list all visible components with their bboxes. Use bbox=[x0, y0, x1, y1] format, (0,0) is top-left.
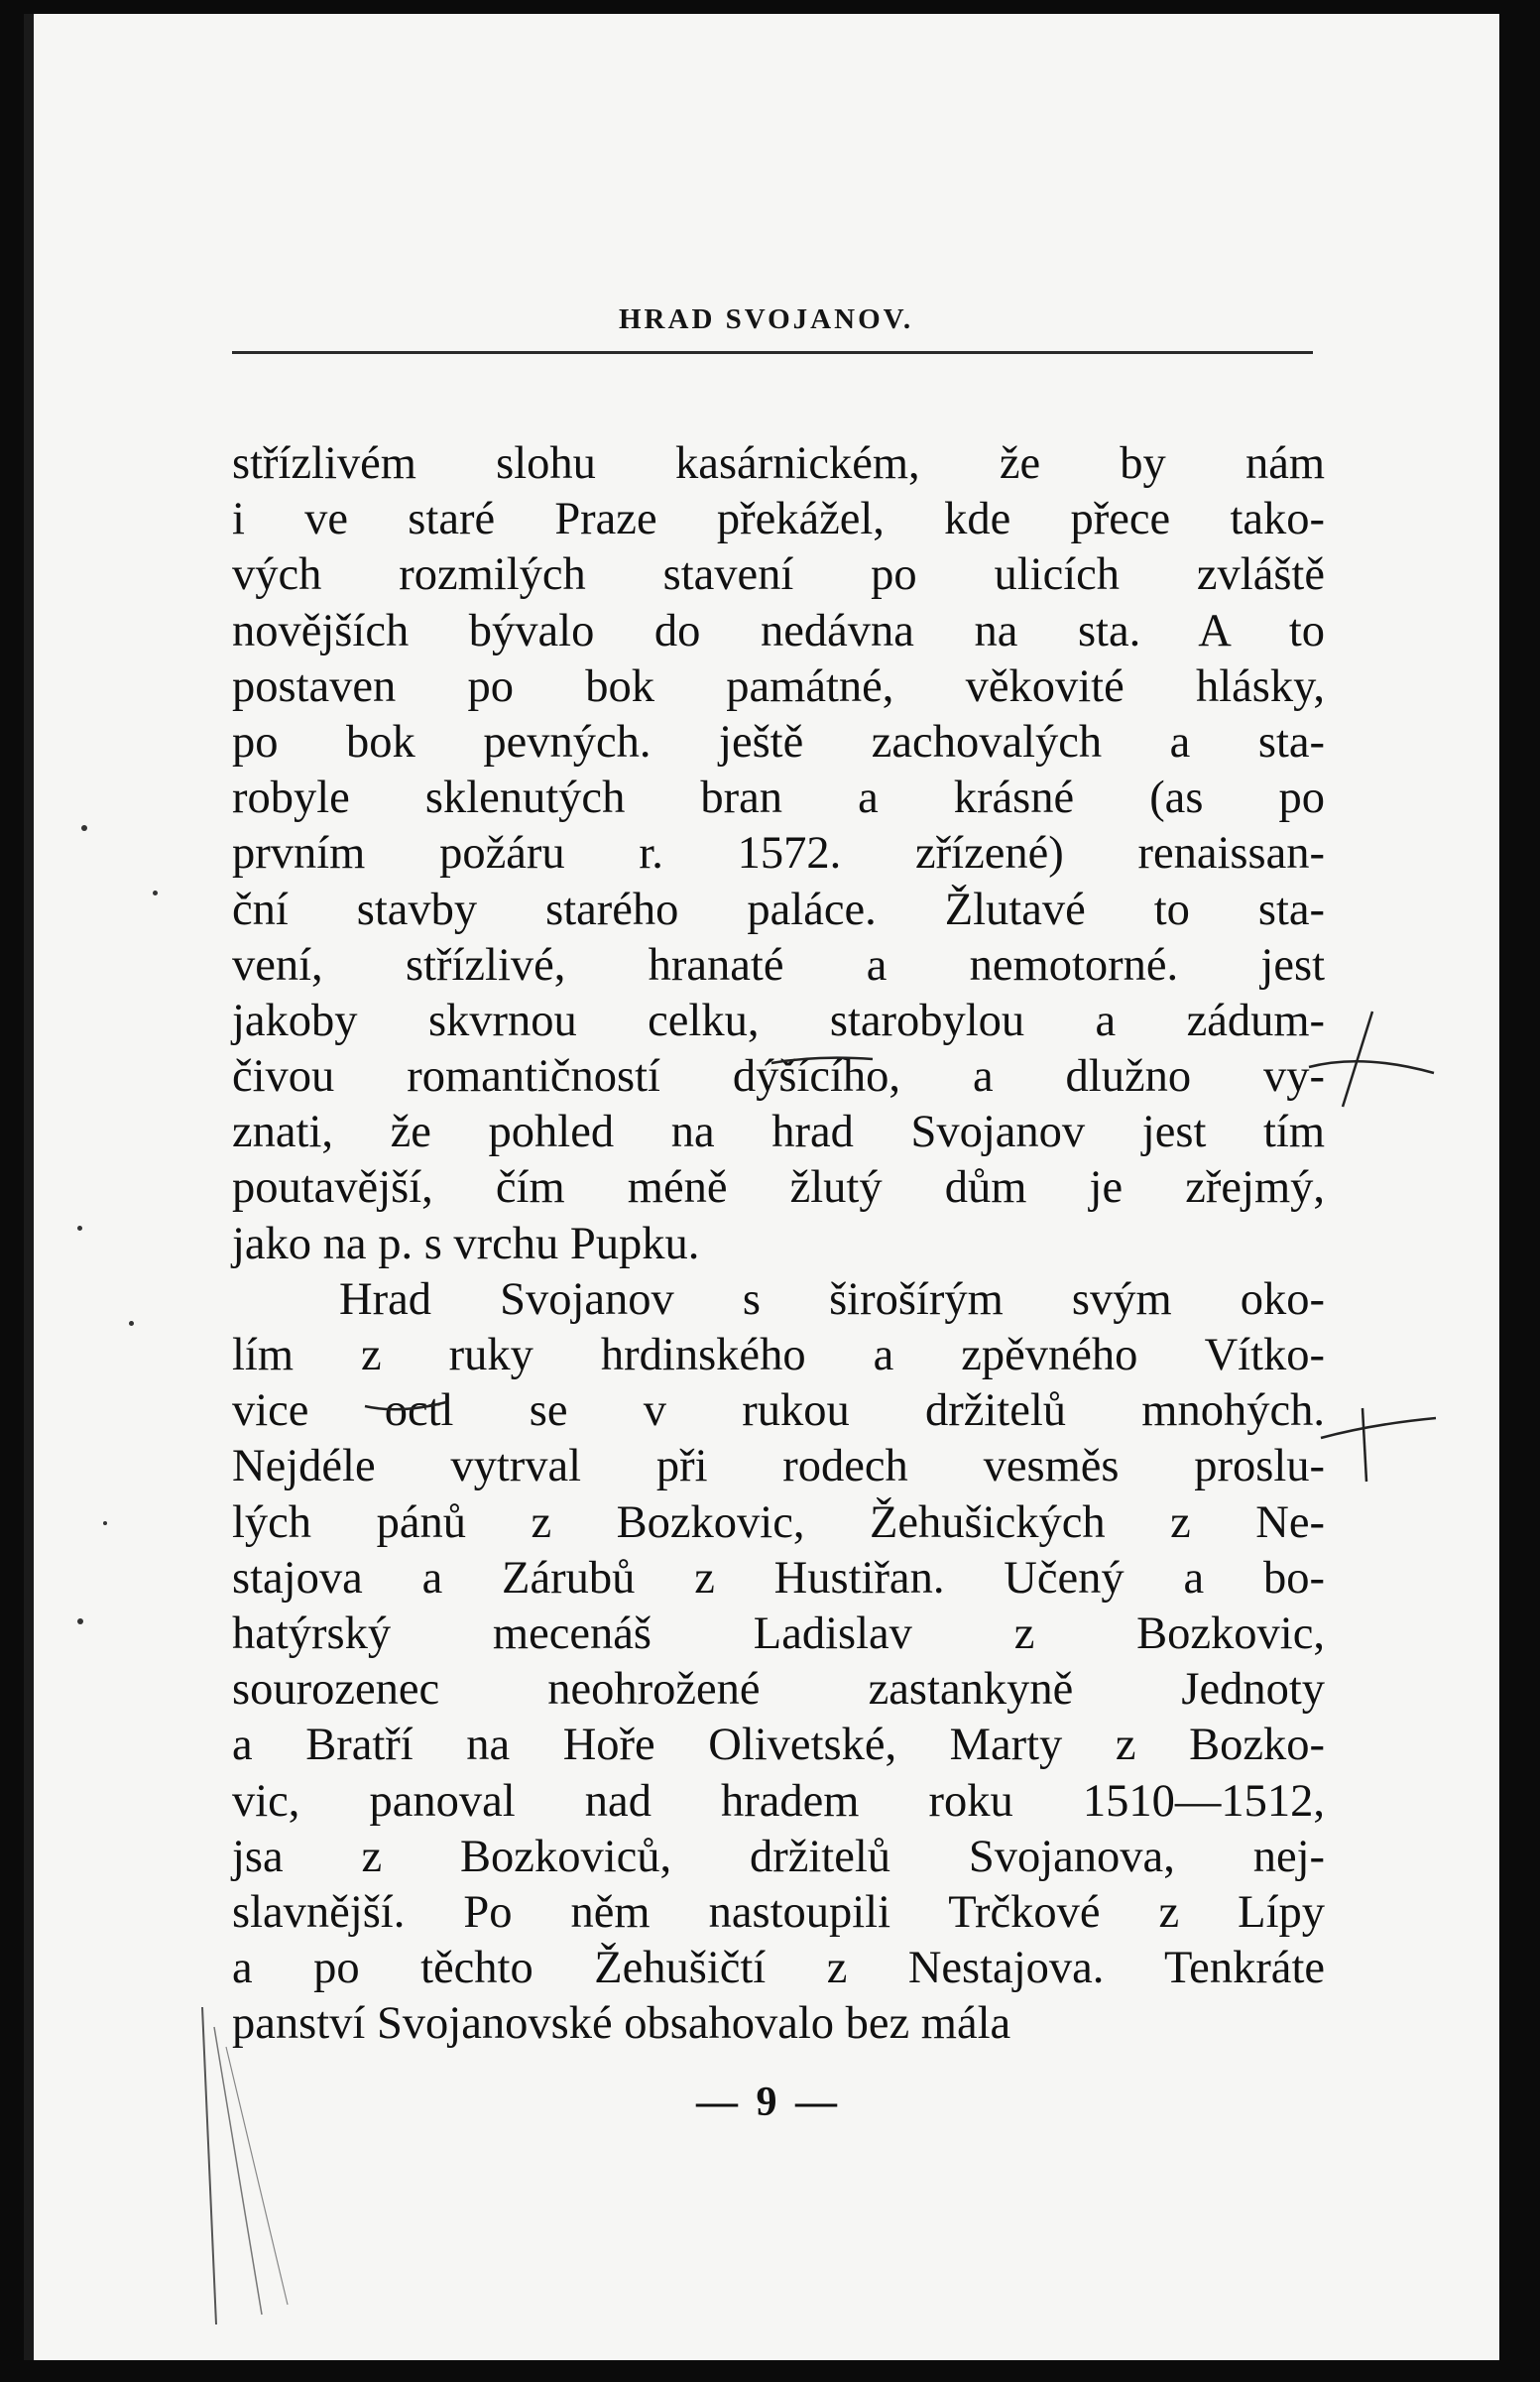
speck bbox=[77, 1226, 82, 1231]
page-number: — 9 — bbox=[696, 2080, 837, 2125]
header-rule bbox=[232, 351, 1313, 354]
text-line: lím z ruky hrdinského a zpěvného Vítko- bbox=[232, 1330, 1325, 1380]
text-line: i ve staré Praze překážel, kde přece tako- bbox=[232, 494, 1325, 545]
scan-scratch bbox=[192, 2007, 301, 2334]
text-line: střízlivém slohu kasárnickém, že by nám bbox=[232, 438, 1325, 489]
text-line: poutavější, čím méně žlutý dům je zřejmý, bbox=[232, 1162, 1325, 1214]
text-line: vení, střízlivé, hranaté a nemotorné. jest bbox=[232, 939, 1325, 991]
text-line: lých pánů z Bozkovic, Žehušických z Ne- bbox=[232, 1496, 1325, 1548]
text-line: sourozenec neohrožené zastankyně Jednoty bbox=[232, 1664, 1325, 1716]
text-line: jakoby skvrnou celku, starobylou a zádum- bbox=[232, 995, 1325, 1046]
text-line: stajova a Zárubů z Hustiřan. Učený a bo- bbox=[232, 1552, 1325, 1604]
text-line: Hrad Svojanov s širošírým svým oko- bbox=[339, 1273, 1325, 1325]
text-line: vic, panoval nad hradem roku 1510—1512, bbox=[232, 1775, 1325, 1827]
book-page bbox=[24, 14, 1499, 2360]
text-line: a Bratří na Hoře Olivetské, Marty z Bozko- bbox=[232, 1720, 1325, 1771]
text-line: novějších bývalo do nedávna na sta. A to bbox=[232, 605, 1325, 656]
text-line: znati, že pohled na hrad Svojanov jest tím bbox=[232, 1107, 1325, 1158]
underline-mark bbox=[768, 1041, 877, 1071]
speck bbox=[103, 1521, 107, 1525]
cross-mark-icon bbox=[1313, 1398, 1442, 1488]
text-line: vice octl se v rukou držitelů mnohých. bbox=[232, 1385, 1325, 1437]
text-line: panství Svojanovské obsahovalo bez mála bbox=[232, 1998, 1011, 2050]
text-line: po bok pevných. ještě zachovalých a sta- bbox=[232, 716, 1325, 768]
text-line: a po těchto Žehušičtí z Nestajova. Tenkráte bbox=[232, 1943, 1325, 1994]
speck bbox=[77, 1618, 83, 1624]
text-line: jako na p. s vrchu Pupku. bbox=[232, 1218, 700, 1269]
text-line: čivou romantičností dýšícího, a dlužno vy- bbox=[232, 1051, 1325, 1103]
speck bbox=[129, 1321, 134, 1326]
text-line: slavnější. Po něm nastoupili Trčkové z Lípy bbox=[232, 1886, 1325, 1938]
speck bbox=[81, 825, 87, 831]
underline-mark bbox=[361, 1388, 450, 1418]
text-line: prvním požáru r. 1572. zřízené) renaissan- bbox=[232, 828, 1325, 880]
text-line: postaven po bok památné, věkovité hlásky, bbox=[232, 660, 1325, 712]
speck bbox=[153, 891, 158, 895]
text-line: vých rozmilých stavení po ulicích zvláště bbox=[232, 549, 1325, 601]
text-line: robyle sklenutých bran a krásné (as po bbox=[232, 773, 1325, 824]
text-line: Nejdéle vytrval při rodech vesměs proslu- bbox=[232, 1441, 1325, 1492]
text-line: ční stavby starého paláce. Žlutavé to sta- bbox=[232, 884, 1325, 935]
body-text bbox=[232, 436, 1325, 2052]
text-line: jsa z Bozkoviců, držitelů Svojanova, nej- bbox=[232, 1831, 1325, 1882]
running-header: HRAD SVOJANOV. bbox=[619, 303, 914, 335]
cross-mark-icon bbox=[1303, 1008, 1442, 1117]
text-line: hatýrský mecenáš Ladislav z Bozkovic, bbox=[232, 1608, 1325, 1659]
